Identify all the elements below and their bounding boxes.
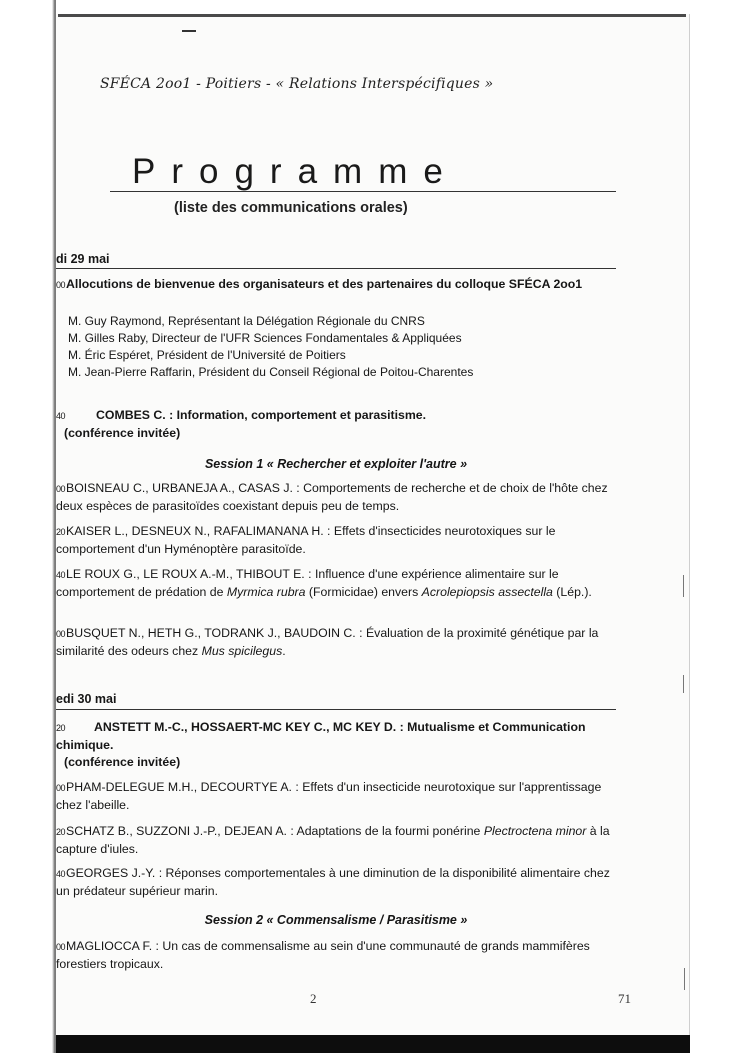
entry-time: 00	[56, 484, 66, 494]
species-name: Acrolepiopsis assectella	[421, 585, 553, 599]
programme-entry	[56, 480, 616, 515]
entry-time: 00	[56, 783, 66, 793]
session-heading-1: Session 1 « Rechercher et exploiter l'autre »	[204, 457, 468, 471]
programme-entry	[56, 865, 616, 900]
scan-right-edge	[689, 14, 690, 1035]
page-title: Programme	[132, 152, 459, 191]
entry-time: 40	[56, 411, 66, 421]
entry-text: PHAM-DELEGUE M.H., DECOURTYE A. : Effets d'un insecticide neurotoxique sur l'apprentissage chez l'abeille.	[56, 780, 602, 812]
official-line: M. Gilles Raby, Directeur de l'UFR Sciences Fondamentales & Appliquées	[68, 331, 462, 345]
programme-entry	[56, 719, 616, 754]
scan-bottom-band	[56, 1035, 690, 1053]
entry-text: (Lép.).	[552, 585, 592, 599]
species-name: Myrmica rubra	[226, 585, 306, 599]
entry-text: BUSQUET N., HETH G., TODRANK J., BAUDOIN C. : Évaluation de la proximité génétique par la similarité des odeurs chez	[56, 626, 599, 658]
entry-text: BOISNEAU C., URBANEJA A., CASAS J. : Comportements de recherche et de choix de l'hôte chez deux espèces de parasitoïdes coexistant depuis peu de temps.	[56, 481, 608, 513]
programme-entry	[56, 523, 616, 558]
entry-text: à la capture d'iules.	[56, 824, 610, 856]
title-rule	[110, 191, 616, 192]
entry-time: 40	[56, 570, 66, 580]
scan-left-edge	[0, 0, 56, 1053]
entry-text: KAISER L., DESNEUX N., RAFALIMANANA H. : Effets d'insecticides neurotoxiques sur le comportement d'un Hyménoptère parasitoïde.	[56, 524, 556, 556]
entry-title: ANSTETT M.-C., HOSSAERT-MC KEY C., MC KEY D. : Mutualisme et Communication chimique.	[56, 720, 586, 752]
entry-note: (conférence invitée)	[64, 755, 181, 769]
margin-mark	[684, 968, 685, 990]
page-number-center: 2	[310, 991, 317, 1006]
day-rule-2	[56, 709, 616, 710]
entry-text: LE ROUX G., LE ROUX A.-M., THIBOUT E. : Influence d'une expérience alimentaire sur le comportement de prédation de	[56, 567, 559, 599]
entry-note: (conférence invitée)	[64, 426, 181, 440]
programme-entry	[56, 407, 616, 425]
entry-text: (Formicidae) envers	[305, 585, 422, 599]
official-line: M. Jean-Pierre Raffarin, Président du Conseil Régional de Poitou-Charentes	[68, 365, 474, 379]
session-heading-2: Session 2 « Commensalisme / Parasitisme »	[204, 913, 468, 927]
entry-time: 40	[56, 869, 66, 879]
top-rule	[58, 14, 686, 17]
official-line: M. Éric Espéret, Président de l'Université de Poitiers	[68, 348, 346, 362]
margin-mark	[683, 675, 684, 693]
programme-entry	[56, 625, 616, 660]
entry-time: 20	[56, 527, 66, 537]
page-number-right: 71	[618, 991, 631, 1006]
running-header: SFÉCA 2oo1 - Poitiers - « Relations Interspécifiques »	[100, 76, 494, 92]
margin-mark	[683, 575, 684, 597]
species-name: Plectroctena minor	[483, 824, 587, 838]
programme-entry	[56, 823, 616, 858]
top-dash	[182, 30, 196, 32]
programme-entry	[56, 938, 616, 973]
official-line: M. Guy Raymond, Représentant la Délégation Régionale du CNRS	[68, 314, 425, 328]
officials-list	[68, 313, 616, 381]
day-rule-1	[56, 268, 616, 269]
day-heading-1: di 29 mai	[56, 252, 110, 266]
species-name: Mus spicilegus	[201, 644, 283, 658]
entry-time: 00	[56, 629, 66, 639]
entry-time: 20	[56, 723, 66, 733]
programme-entry	[56, 779, 616, 814]
entry-text: MAGLIOCCA F. : Un cas de commensalisme au sein d'une communauté de grands mammifères forestiers tropicaux.	[56, 939, 590, 971]
programme-entry	[56, 276, 616, 294]
entry-title: COMBES C. : Information, comportement et parasitisme.	[96, 408, 427, 422]
entry-time: 20	[56, 827, 66, 837]
entry-title: Allocutions de bienvenue des organisateurs et des partenaires du colloque SFÉCA 2oo1	[66, 277, 583, 291]
entry-time: 00	[56, 942, 66, 952]
entry-text: .	[282, 644, 286, 658]
day-heading-2: edi 30 mai	[56, 692, 117, 706]
programme-entry	[56, 566, 616, 601]
page-subtitle: (liste des communications orales)	[174, 200, 408, 216]
entry-text: GEORGES J.-Y. : Réponses comportementales à une diminution de la disponibilité alimentaire chez un prédateur supérieur marin.	[56, 866, 610, 898]
entry-time: 00	[56, 280, 66, 290]
entry-text: SCHATZ B., SUZZONI J.-P., DEJEAN A. : Adaptations de la fourmi ponérine	[66, 824, 484, 838]
